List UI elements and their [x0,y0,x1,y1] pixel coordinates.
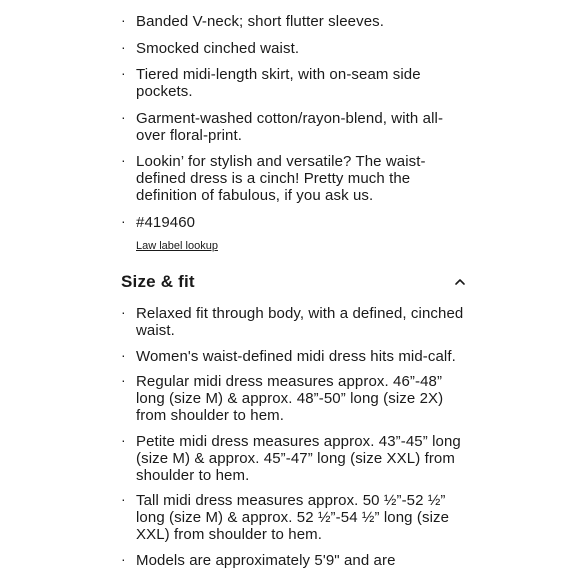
bullet-dot: · [121,108,126,125]
bullet-dot: · [121,212,126,229]
list-item [0,492,466,543]
bullet-dot: · [121,372,126,388]
bullet-dot: · [121,65,126,81]
list-item-text: Petite midi dress measures approx. 43”-45” long (size M) & approx. 45”-47” long (size XXL) from shoulder to hem. [136,432,461,484]
list-item-text: #419460 [136,213,196,231]
size-fit-list [0,305,466,577]
list-item [0,214,466,231]
law-label-lookup-link[interactable]: Law label lookup [136,240,218,252]
list-item [0,348,466,365]
list-item-text: Regular midi dress measures approx. 46”-48” long (size M) & approx. 48”-50” long (size 2X) from shoulder to hem. [136,373,444,424]
list-item [0,305,466,339]
bullet-dot: · [121,491,126,507]
list-item-text: Garment-washed cotton/rayon-blend, with all-over floral-print. [136,109,444,144]
list-item-text: Models are approximately 5'9" and are [136,551,396,569]
list-item-text: Smocked cinched waist. [136,39,300,57]
chevron-up-icon[interactable] [453,275,467,289]
list-item [0,552,466,569]
bullet-dot: · [121,304,126,320]
bullet-dot: · [121,12,126,28]
list-item-text: Relaxed fit through body, with a defined, cinched waist. [136,305,464,339]
list-item-text: Tall midi dress measures approx. 50 ½”-52 ½” long (size M) & approx. 52 ½”-54 ½” long (size XXL) from shoulder to hem. [136,492,450,543]
bullet-dot: · [121,152,126,168]
details-list [0,13,466,240]
list-item [0,153,466,204]
list-item [0,433,466,484]
list-item-text: Women's waist-defined midi dress hits mid-calf. [136,347,456,365]
section-title: Size & fit [121,272,195,291]
list-item [0,13,466,30]
list-item-text: Lookin’ for stylish and versatile? The waist-defined dress is a cinch! Pretty much the definition of fabulous, if you ask us. [136,153,426,204]
list-item-text: Tiered midi-length skirt, with on-seam side pockets. [136,66,421,100]
list-item [0,373,466,424]
list-item [0,110,466,144]
list-item [0,66,466,100]
bullet-dot: · [121,550,126,567]
bullet-dot: · [121,38,126,55]
bullet-dot: · [121,346,126,363]
bullet-dot: · [121,431,126,448]
list-item [0,40,466,57]
list-item-text: Banded V-neck; short flutter sleeves. [136,13,384,30]
size-fit-toggle[interactable] [121,270,467,294]
